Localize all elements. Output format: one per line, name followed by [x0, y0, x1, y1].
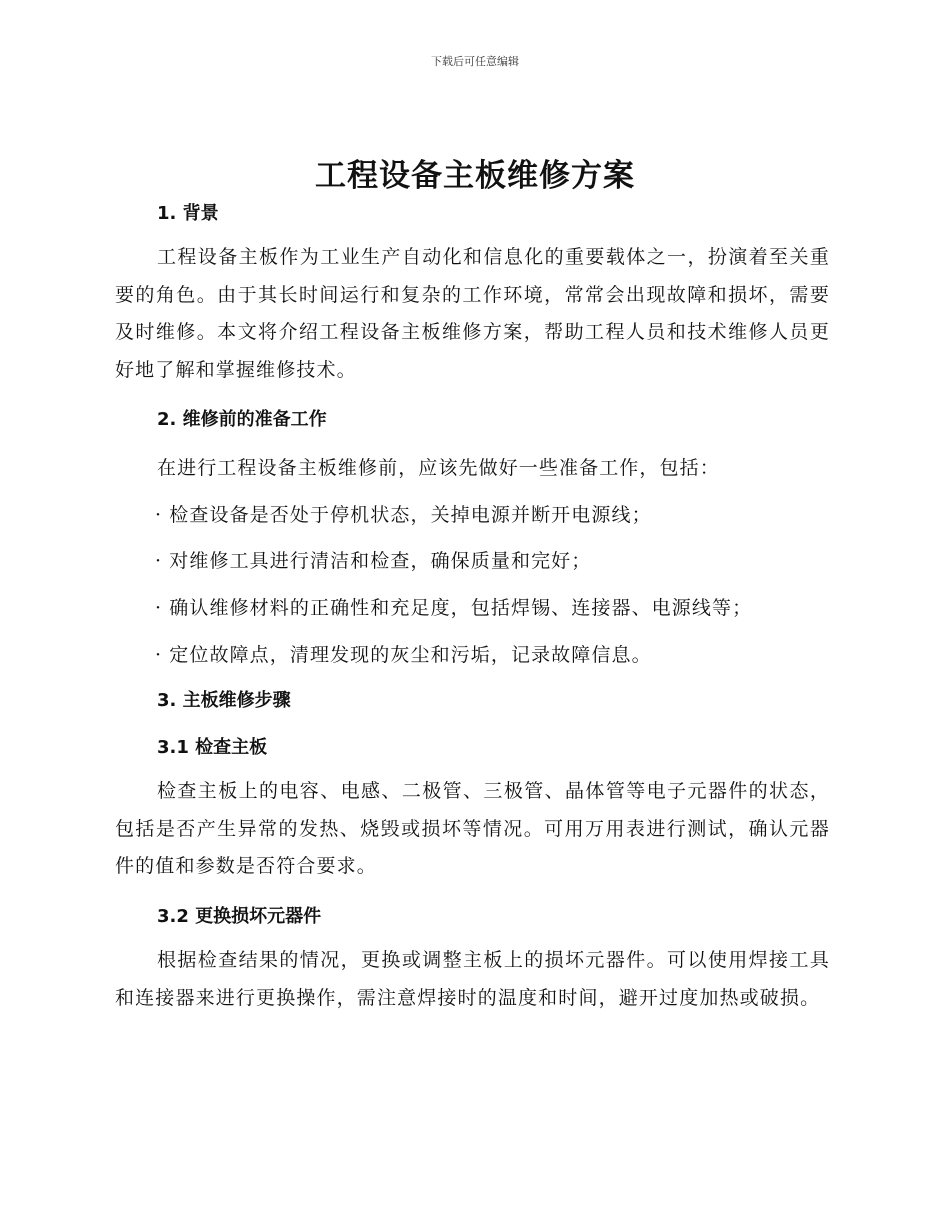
check-board-paragraph: 检查主板上的电容、电感、二极管、三极管、晶体管等电子元器件的状态，包括是否产生异常的发热、烧毁或损坏等情况。可用万用表进行测试，确认元器件的值和参数是否符合要求。: [115, 780, 830, 877]
section-heading-background: 1. 背景: [157, 203, 219, 224]
page-header-note: 下载后可任意编辑: [431, 55, 519, 68]
list-item: · 定位故障点，清理发现的灰尘和污垢，记录故障信息。: [155, 644, 652, 666]
replace-components-paragraph: 根据检查结果的情况，更换或调整主板上的损坏元器件。可以使用焊接工具和连接器来进行更换操作，需注意焊接时的温度和时间，避开过度加热或破损。: [115, 949, 830, 1009]
list-item: · 确认维修材料的正确性和充足度，包括焊锡、连接器、电源线等；: [155, 597, 753, 619]
subsection-heading-check-board: 3.1 检查主板: [157, 737, 268, 758]
list-item: · 检查设备是否处于停机状态，关掉电源并断开电源线；: [155, 504, 652, 526]
document-title: 工程设备主板维修方案: [315, 158, 635, 194]
list-item: · 对维修工具进行清洁和检查，确保质量和完好；: [155, 550, 592, 572]
section-heading-preparation: 2. 维修前的准备工作: [157, 409, 327, 430]
section-heading-repair-steps: 3. 主板维修步骤: [157, 690, 291, 711]
subsection-heading-replace-components: 3.2 更换损坏元器件: [157, 906, 322, 927]
preparation-intro: 在进行工程设备主板维修前，应该先做好一些准备工作，包括：: [157, 457, 720, 479]
background-paragraph: 工程设备主板作为工业生产自动化和信息化的重要载体之一，扮演着至关重要的角色。由于其长时间运行和复杂的工作环境，常常会出现故障和损坏，需要及时维修。本文将介绍工程设备主板维修方案，帮助工程人员和技术维修人员更好地了解和掌握维修技术。: [115, 246, 830, 381]
